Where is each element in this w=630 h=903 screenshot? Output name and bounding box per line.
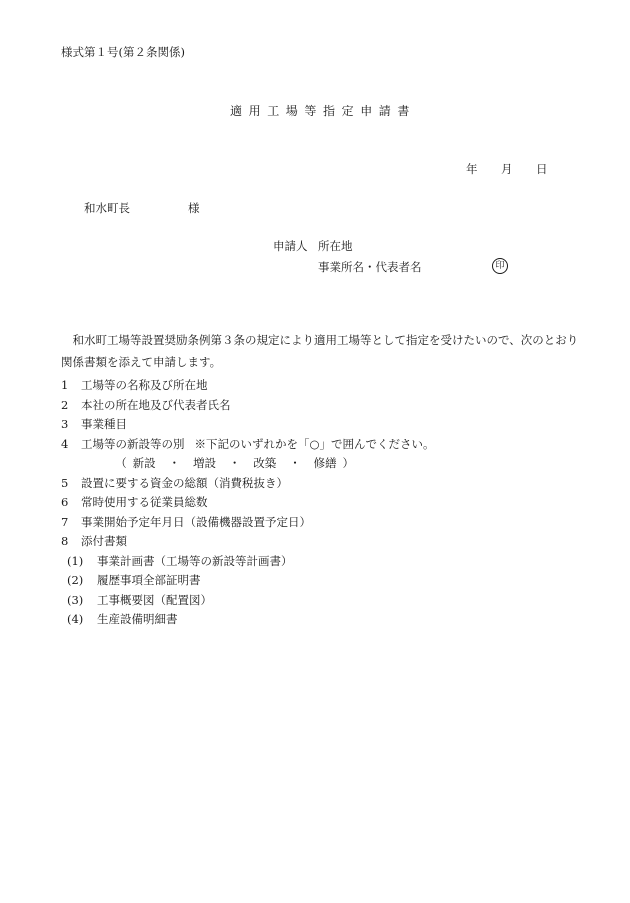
item-note: ※下記のいずれかを「○」で囲んでください。 xyxy=(194,436,435,451)
item-number: 4 xyxy=(61,436,69,451)
addressee-name: 和水町長 xyxy=(84,201,130,215)
item-text: 工場等の新設等の別 xyxy=(81,436,185,451)
attachment-text: 事業計画書（工場等の新設等計画書） xyxy=(97,553,293,568)
attachment-item xyxy=(61,571,435,591)
item-number: 2 xyxy=(61,397,69,412)
attachment-number: (4) xyxy=(67,612,84,626)
item-text: 工場等の名称及び所在地 xyxy=(81,378,208,392)
item-number: 7 xyxy=(61,514,69,529)
list-item xyxy=(61,396,435,416)
document-title: 適用工場等指定申請書 xyxy=(230,104,417,118)
list-item xyxy=(61,513,435,533)
attachment-number: (1) xyxy=(67,553,84,568)
item-text: 事業開始予定年月日（設備機器設置予定日） xyxy=(81,514,311,529)
attachment-item xyxy=(61,552,435,572)
item-text: 事業種目 xyxy=(81,417,127,431)
date-year-label: 年 xyxy=(466,162,478,176)
attachment-item xyxy=(61,591,435,611)
item-number: 3 xyxy=(61,417,69,431)
choice-open-paren: （ xyxy=(115,456,127,470)
date-day-label: 日 xyxy=(536,162,548,176)
choice-option-renovate: 改築 xyxy=(253,456,277,470)
item-text: 設置に要する資金の総額（消費税抜き） xyxy=(81,475,288,490)
choice-option-expand: 増設 xyxy=(192,456,216,470)
choice-option-repair: 修繕 xyxy=(313,456,337,470)
item-text: 常時使用する従業員総数 xyxy=(81,495,208,509)
item-number: 5 xyxy=(61,475,69,490)
item-text: 本社の所在地及び代表者氏名 xyxy=(81,397,231,412)
attachment-number: (3) xyxy=(67,592,84,607)
list-item xyxy=(61,493,435,513)
date-month-label: 月 xyxy=(501,162,513,176)
choice-row xyxy=(61,454,435,474)
item-number: 8 xyxy=(61,534,69,548)
choice-option-new: 新設 xyxy=(132,456,156,470)
applicant-address-label: 所在地 xyxy=(318,239,353,253)
body-paragraph: 和水町工場等設置奨励条例第３条の規定により適用工場等として指定を受けたいので、次のとおり関係書類を添えて申請します。 xyxy=(61,332,579,369)
attachment-number: (2) xyxy=(67,573,84,587)
choice-separator: ・ xyxy=(168,456,181,470)
attachment-text: 履歴事項全部証明書 xyxy=(97,573,201,587)
applicant-name-label: 事業所名・代表者名 xyxy=(318,260,422,274)
addressee-honorific: 様 xyxy=(188,201,200,215)
attachment-text: 工事概要図（配置図） xyxy=(97,592,212,607)
list-item xyxy=(61,474,435,494)
seal-mark: 印 xyxy=(492,258,508,274)
form-number: 様式第１号(第２条関係) xyxy=(61,45,185,59)
applicant-label: 申請人 xyxy=(273,239,308,253)
item-number: 6 xyxy=(61,495,69,509)
choice-separator: ・ xyxy=(228,456,241,470)
list-item xyxy=(61,532,435,552)
choice-close-paren: ） xyxy=(342,456,354,470)
item-text: 添付書類 xyxy=(81,534,127,548)
list-item xyxy=(61,415,435,435)
attachment-text: 生産設備明細書 xyxy=(97,612,178,626)
list-item xyxy=(61,376,435,396)
list-item xyxy=(61,435,435,455)
choice-separator: ・ xyxy=(289,456,301,470)
attachment-item xyxy=(61,610,435,630)
item-number: 1 xyxy=(61,378,69,392)
item-list xyxy=(61,376,435,630)
